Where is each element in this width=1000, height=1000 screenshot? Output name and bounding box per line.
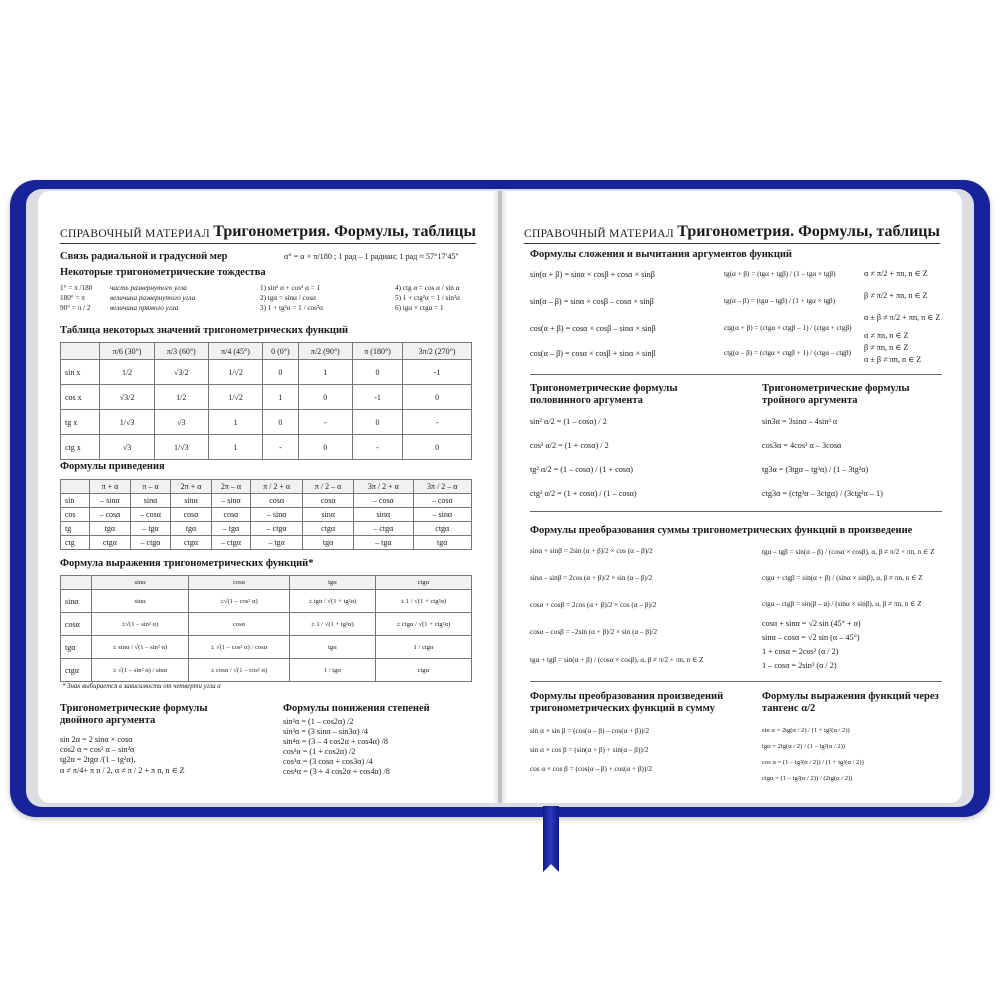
table-cell: ctgα [375, 576, 471, 590]
table-cell: 1/√3 [154, 435, 208, 460]
formula-line: 1 – cosα = 2sin² (α / 2) [762, 661, 837, 670]
table-cell: 0 [298, 385, 352, 410]
table-cell: ctg x [61, 435, 100, 460]
table-cell: – cosα [90, 508, 131, 522]
formula-line: cos2 α = cos² α – sin²α [60, 745, 135, 754]
table-row [61, 494, 472, 508]
table-cell: – sinα [211, 494, 250, 508]
table-header-row [61, 343, 472, 360]
table-cell: sinα [130, 494, 171, 508]
table-cell: 0 [352, 360, 402, 385]
table-cell: - [263, 435, 299, 460]
table-cell: cos [61, 508, 90, 522]
table-cell [61, 343, 100, 360]
table-cell: sin [61, 494, 90, 508]
formula-line: tgα + tgβ = sin(α + β) / (cosα × cosβ), α, β ≠ π/2 + πn, n ∈ Z [530, 656, 704, 664]
table-cell: ± tgα / √(1 + tg²α) [289, 590, 375, 613]
table-cell: – sinα [413, 508, 471, 522]
section-title-identities: Некоторые тригонометрические тождества [60, 267, 266, 278]
table-cell: tg x [61, 410, 100, 435]
table-cell: tgα [413, 536, 471, 550]
formula-line: α ± β ≠ π/2 + πn, n ∈ Z [864, 313, 941, 322]
section-title-half [530, 383, 720, 407]
table-cell: π / 2 – α [303, 480, 354, 494]
formula-line: cos³α = (3 cosα + cos3α) /4 [283, 757, 373, 766]
table-cell: sinα [171, 494, 211, 508]
table-cell: ctgα [413, 522, 471, 536]
formula-line: ctgα – ctgβ = sin(β – α) / (sinα × sinβ), α, β ≠ πn, n ∈ Z [762, 600, 922, 608]
formula-line: sin3α = 3sinα – 4sin³ α [762, 417, 838, 426]
table-cell: 0 [298, 435, 352, 460]
section-divider [530, 681, 942, 682]
table-cell: 3π / 2 + α [354, 480, 413, 494]
formula-line: cos² α/2 = (1 + cosα) / 2 [530, 441, 609, 450]
table-cell: tgα [289, 636, 375, 659]
table-cell: π/3 (60°) [154, 343, 208, 360]
formula-line: cos⁴α = (3 + 4 cos2α + cos4α) /8 [283, 767, 390, 776]
table-cell: sinα [354, 508, 413, 522]
table-cell: 3π / 2 – α [413, 480, 471, 494]
formula-line: α ± β ≠ πn, n ∈ Z [864, 355, 922, 364]
table-cell: -1 [403, 360, 472, 385]
table-header-row [61, 480, 472, 494]
identity-a: 90° = π / 2 [60, 304, 91, 312]
formula-line: ctgα = (1 – tg²(α / 2)) / (2tg(α / 2)) [762, 775, 853, 782]
table-cell: 0 [263, 410, 299, 435]
table-cell: tg [61, 522, 90, 536]
table-cell: 1/√2 [208, 385, 262, 410]
table-cell: cosα [189, 613, 290, 636]
formula-line: sin(α + β) = sinα × cosβ + cosα × sinβ [530, 270, 655, 279]
table-cell: sinα [303, 508, 354, 522]
formula-line: sin²α = (1 – cos2α) /2 [283, 717, 354, 726]
section-divider [530, 511, 942, 512]
formula-line: sin α = 2tg(α / 2) / (1 + tg²(α / 2)) [762, 727, 850, 734]
table-cell: ±√(1 – cos² α) [189, 590, 290, 613]
table-cell: 0 [403, 385, 472, 410]
formula-line: sin α × sin β = (cos(α – β) – cos(α + β))/2 [530, 727, 650, 735]
table-cell: -1 [352, 385, 402, 410]
section-title-reduction: Формулы приведения [60, 461, 165, 472]
table-row [61, 636, 472, 659]
table-cell: π + α [90, 480, 131, 494]
table-cell: ± 1 / √(1 + ctg²α) [375, 590, 471, 613]
table-cell: 1 [263, 385, 299, 410]
table-cell: ± cosα / √(1 – cos² α) [189, 659, 290, 682]
table-cell: – sinα [251, 508, 303, 522]
header-title: Тригонометрия. Формулы, таблицы [213, 223, 476, 240]
table-cell: ctgα [90, 536, 131, 550]
section-title-product-sum [530, 691, 745, 715]
table-cell: ctgα [375, 659, 471, 682]
section-title-power: Формулы понижения степеней [283, 703, 430, 714]
formula-line: cos²α = (1 + cos2α) /2 [283, 747, 356, 756]
identity-a: 1° = π /180 [60, 284, 93, 292]
table-row [61, 536, 472, 550]
tangent-title-text: Формулы выражения функций через тангенс α/2 [762, 691, 939, 714]
formula-line: sin⁴α = (3 – 4 cos2α + cos4α) /8 [283, 737, 389, 746]
table-cell: cosα [61, 613, 92, 636]
formula-line: sin 2α = 2 sinα × cosα [60, 735, 133, 744]
section-title-sum-product: Формулы преобразования суммы тригонометрических функций в произведение [530, 525, 913, 536]
table-row [61, 435, 472, 460]
formula-line: tgα = 2tg(α / 2) / (1 – tg²(α / 2)) [762, 743, 846, 750]
table-row [61, 522, 472, 536]
expression-table [60, 575, 472, 682]
table-cell: 1 / tgα [289, 659, 375, 682]
table-cell: 0 [403, 435, 472, 460]
identity-b: величина прямого угла [110, 304, 179, 312]
identity-c: 1) sin² α + cos² α = 1 [260, 284, 321, 292]
table-cell: ± 1 / √(1 + tg²α) [289, 613, 375, 636]
table-cell: √3 [154, 410, 208, 435]
section-title-radial: Связь радиальной и градусной мер [60, 251, 228, 262]
table-cell: 2π + α [171, 480, 211, 494]
table-cell: 3π/2 (270°) [403, 343, 472, 360]
table-cell: 2π – α [211, 480, 250, 494]
formula-line: α ≠ π/2 + πn, n ∈ Z [864, 269, 928, 278]
formula-line: sinα – cosα = √2 sin (α – 45°) [762, 633, 860, 642]
table-cell: ±√(1 – sin² α) [92, 613, 189, 636]
table-cell: 1/2 [100, 360, 154, 385]
formula-line: cos(α – β) = cosα × cosβ + sinα × sinβ [530, 349, 656, 358]
table-cell: tgα [171, 522, 211, 536]
table-cell: ± ctgα / √(1 + ctg²α) [375, 613, 471, 636]
formula-line: sin α × cos β = (sin(α + β) + sin(α – β))/2 [530, 746, 649, 754]
formula-line: ctg² α/2 = (1 + cosα) / (1 – cosα) [530, 489, 637, 498]
table-cell: cosα [171, 508, 211, 522]
table-cell: – tgα [211, 522, 250, 536]
formula-line: β ≠ πn, n ∈ Z [864, 343, 909, 352]
table-cell: ctgα [303, 522, 354, 536]
formula-line: β ≠ π/2 + πn, n ∈ Z [864, 291, 928, 300]
table-cell: - [298, 410, 352, 435]
header-kicker: СПРАВОЧНЫЙ МАТЕРИАЛ [524, 228, 674, 240]
table-cell: √3/2 [100, 385, 154, 410]
section-title-expression: Формула выражения тригонометрических функций* [60, 558, 314, 569]
formula-line: 1 + cosα = 2cos² (α / 2) [762, 647, 839, 656]
section-title-double [60, 703, 245, 727]
table-cell: ± sinα / √(1 – sin² α) [92, 636, 189, 659]
page-header [524, 221, 940, 244]
identity-a: 180° = π [60, 294, 85, 302]
table-cell: – cosα [130, 508, 171, 522]
header-title: Тригонометрия. Формулы, таблицы [677, 223, 940, 240]
table-row [61, 385, 472, 410]
formula-line: tg3α = (3tgα – tg³α) / (1 – 3tg²α) [762, 465, 869, 474]
identity-d: 4) ctg α = cos α / sin α [395, 284, 460, 292]
table-cell: sinα [92, 590, 189, 613]
formula-line: α ≠ πn, n ∈ Z [864, 331, 909, 340]
table-cell: 1/2 [154, 385, 208, 410]
table-cell: 1 [208, 435, 262, 460]
section-title-values: Таблица некоторых значений тригонометрических функций [60, 325, 349, 336]
table-cell: ctg [61, 536, 90, 550]
footnote: * Знак выбирается в зависимости от четверти угла α [62, 683, 221, 690]
table-cell [61, 576, 92, 590]
formula-line: sin(α – β) = sinα × cosβ – cosα × sinβ [530, 297, 654, 306]
table-cell: π/4 (45°) [208, 343, 262, 360]
table-cell: π (180°) [352, 343, 402, 360]
table-cell: – tgα [251, 536, 303, 550]
table-cell: ctgα [61, 659, 92, 682]
product-sum-title-text: Формулы преобразования произведений тригонометрических функций в сумму [530, 691, 724, 714]
table-cell: 1 / ctgα [375, 636, 471, 659]
table-row [61, 659, 472, 682]
formula-line: sinα – sinβ = 2cos (α + β)/2 × sin (α – β)/2 [530, 574, 653, 582]
table-cell: – tgα [130, 522, 171, 536]
identity-c: 2) tgα = sinα / cosα [260, 294, 316, 302]
table-cell: – cosα [413, 494, 471, 508]
formula-line: cos(α + β) = cosα × cosβ – sinα × sinβ [530, 324, 656, 333]
formula-line: tg(α + β) = (tgα + tgβ) / (1 – tgα × tgβ) [724, 270, 836, 278]
table-cell: cosα [211, 508, 250, 522]
table-header-row [61, 576, 472, 590]
table-cell: – cosα [354, 494, 413, 508]
table-cell: 0 [352, 410, 402, 435]
values-table [60, 342, 472, 460]
formula-line: cos α × cos β = (cos(α – β) + cos(α + β))/2 [530, 765, 652, 773]
table-cell: 1/√3 [100, 410, 154, 435]
half-title-text: Тригонометрические формулы половинного аргумента [530, 383, 678, 406]
table-cell: sinα [92, 576, 189, 590]
formula-line: ctg3α = (ctg³α – 3ctgα) / (3ctg²α – 1) [762, 489, 883, 498]
table-cell: tgα [289, 576, 375, 590]
table-cell: tgα [61, 636, 92, 659]
table-cell: 1/√2 [208, 360, 262, 385]
table-cell: tgα [90, 522, 131, 536]
page-header [60, 221, 476, 244]
right-page [502, 191, 962, 803]
table-cell: – ctgα [354, 522, 413, 536]
identity-b: величина развернутого угла [110, 294, 196, 302]
table-cell: – tgα [354, 536, 413, 550]
section-divider [530, 374, 942, 375]
section-title-triple [762, 383, 942, 407]
identity-b: часть развернутого угла [110, 284, 187, 292]
table-cell: √3 [100, 435, 154, 460]
table-cell: 0 [263, 360, 299, 385]
triple-title-text: Тригонометрические формулы тройного аргумента [762, 383, 910, 406]
formula-line: cos α = (1 – tg²(α / 2)) / (1 + tg²(α / 2)) [762, 759, 864, 766]
table-cell: π/6 (30°) [100, 343, 154, 360]
table-row [61, 613, 472, 636]
formula-line: cosα + cosβ = 2cos (α + β)/2 × cos (α – β)/2 [530, 601, 657, 609]
table-cell: tgα [303, 536, 354, 550]
table-cell: π – α [130, 480, 171, 494]
table-cell: – ctgα [130, 536, 171, 550]
table-cell: cosα [189, 576, 290, 590]
reduction-table [60, 479, 472, 550]
formula-line: ctg(α + β) = (ctgα × ctgβ – 1) / (ctgα + ctgβ) [724, 324, 852, 332]
formula-line: sin³α = (3 sinα – sin3α) /4 [283, 727, 368, 736]
formula-line: ctg(α – β) = (ctgα × ctgβ + 1) / (ctgα – ctgβ) [724, 349, 852, 357]
formula-line: sin² α/2 = (1 – cosα) / 2 [530, 417, 607, 426]
section-title-addition: Формулы сложения и вычитания аргументов функций [530, 249, 792, 260]
formula-line: α ≠ π/4+ π n / 2, α ≠ π / 2 + π n, n ∈ Z [60, 766, 185, 775]
header-kicker: СПРАВОЧНЫЙ МАТЕРИАЛ [60, 228, 210, 240]
formula-line: cosα – cosβ = –2sin (α + β)/2 × sin (α – β)/2 [530, 628, 658, 636]
formula-line: cosα + sinα = √2 sin (45° + α) [762, 619, 861, 628]
formula-line: sinα + sinβ = 2sin (α + β)/2 × cos (α – β)/2 [530, 547, 653, 555]
table-cell [61, 480, 90, 494]
table-cell: ctgα [171, 536, 211, 550]
table-cell: π/2 (90°) [298, 343, 352, 360]
identity-d: 5) 1 + ctg²α = 1 / sin²α [395, 294, 460, 302]
table-cell: 1 [298, 360, 352, 385]
radial-formula: α° = α × π/180 ; 1 рад – 1 радиан; 1 рад ≈ 57°17′45″ [284, 252, 459, 261]
table-cell: 0 (0°) [263, 343, 299, 360]
formula-line: cos3α = 4cos³ α – 3cosα [762, 441, 842, 450]
table-row [61, 360, 472, 385]
table-cell: cos x [61, 385, 100, 410]
table-row [61, 410, 472, 435]
table-cell: - [403, 410, 472, 435]
table-cell: – ctgα [211, 536, 250, 550]
table-cell: cosα [303, 494, 354, 508]
table-cell: 1 [208, 410, 262, 435]
section-title-tangent [762, 691, 942, 715]
formula-line: tg² α/2 = (1 – cosα) / (1 + cosα) [530, 465, 634, 474]
table-cell: sinα [61, 590, 92, 613]
table-cell: √3/2 [154, 360, 208, 385]
identity-c: 3) 1 + tg²α = 1 / cos²α [260, 304, 323, 312]
table-cell: – sinα [90, 494, 131, 508]
table-row [61, 590, 472, 613]
formula-line: tg(α – β) = (tgα – tgβ) / (1 + tgα × tgβ) [724, 297, 836, 305]
formula-line: ctgα + ctgβ = sin(α + β) / (sinα × sinβ), α, β ≠ πn, n ∈ Z [762, 574, 923, 582]
identity-d: 6) tgα × ctgα = 1 [395, 304, 444, 312]
table-row [61, 508, 472, 522]
table-cell: ± √(1 – sin² α) / sinα [92, 659, 189, 682]
book-gutter [492, 191, 508, 803]
double-title-text: Тригонометрические формулы двойного аргумента [60, 703, 208, 726]
bookmark-ribbon[interactable] [543, 806, 559, 872]
formula-line: tgα – tgβ = sin(α – β) / (cosα × cosβ), α, β ≠ π/2 + πn, n ∈ Z [762, 548, 935, 556]
table-cell: π / 2 + α [251, 480, 303, 494]
left-page [38, 191, 498, 803]
table-cell: – ctgα [251, 522, 303, 536]
table-cell: cosα [251, 494, 303, 508]
table-cell: - [352, 435, 402, 460]
table-cell: sin x [61, 360, 100, 385]
table-cell: ± √(1 – cos² α) / cosα [189, 636, 290, 659]
formula-line: tg2α = 2tgα /(1 – tg²α), [60, 755, 136, 764]
